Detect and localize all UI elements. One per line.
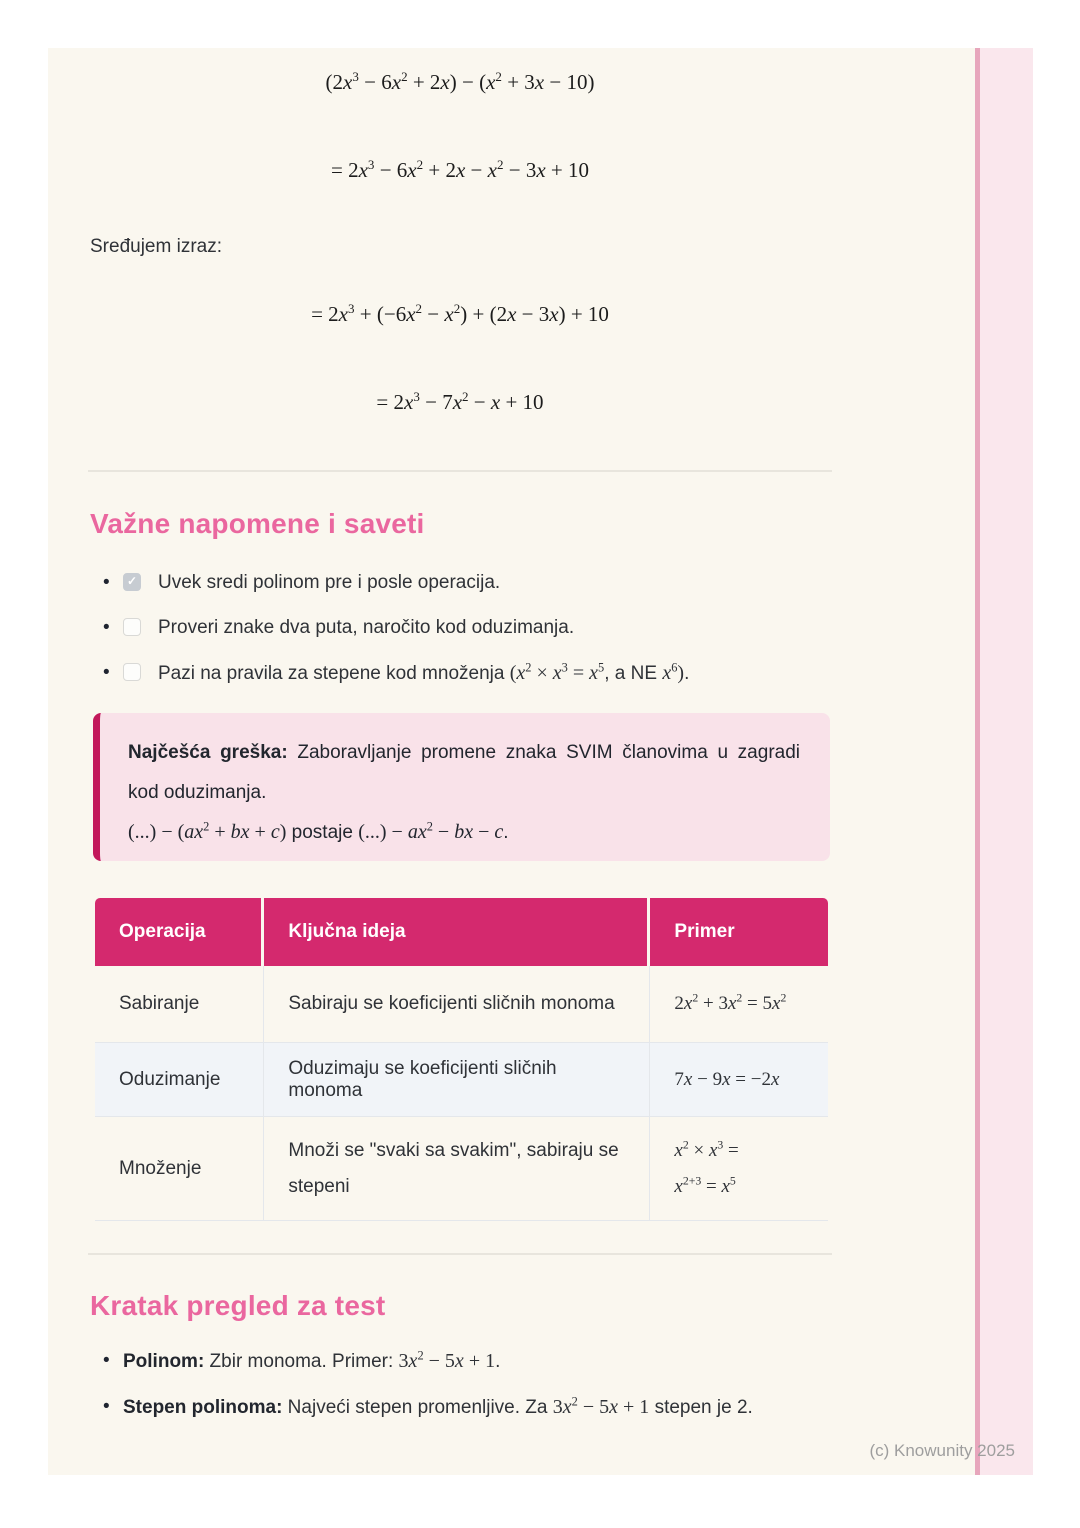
bullet-dot: • <box>103 617 110 638</box>
table-header-row <box>95 898 828 966</box>
simplify-label: Sređujem izraz: <box>90 236 222 257</box>
formula-line-4: = $2x^3 - 7x^2 - x + 10$ <box>376 389 544 414</box>
table-row <box>95 1043 828 1117</box>
section-divider <box>88 1253 832 1255</box>
formula-line-3: = $2x^3 + (-6x^2 - x^2) + (2x - 3x) + 10$ <box>311 301 609 326</box>
cell-example: $x^2 \times x^3$ = $x^{2+3} = x^5$ <box>650 1117 828 1221</box>
notes-checklist <box>90 570 830 706</box>
list-item <box>90 1394 880 1421</box>
checklist-item-label: Pazi na pravila za stepene kod množenja ($x^2 \times x^3 = x^5$, a NE $x^6$). <box>158 660 690 684</box>
cell-operation: Sabiranje <box>95 966 264 1043</box>
cell-example: $2x^2 + 3x^2 = 5x^2$ <box>650 966 828 1043</box>
bullet-dot: • <box>103 1350 110 1371</box>
callout-title: Najčešća greška: <box>128 742 288 763</box>
checklist-item <box>90 570 830 596</box>
page-edge-accent-bar <box>975 48 1033 1475</box>
formula-line-1: $(2x^3 - 6x^2 + 2x) - (x^2 + 3x - 10)$ <box>325 69 595 94</box>
review-list <box>90 1348 880 1440</box>
column-header-idea: Ključna ideja <box>264 898 650 966</box>
bullet-dot: • <box>103 572 110 593</box>
cell-idea: Oduzimaju se koeficijenti sličnih monoma <box>264 1043 650 1117</box>
list-item-text: Stepen polinoma: Najveći stepen promenljive. Za $3x^2 - 5x + 1$ stepen je 2. <box>123 1394 753 1418</box>
callout-body-text: Zaboravljanje promene znaka SVIM članovima u zagradi kod oduzimanja. <box>128 742 800 803</box>
common-mistake-callout <box>93 713 830 861</box>
checklist-item <box>90 660 830 687</box>
checklist-item-label: Proveri znake dva puta, naročito kod oduzimanja. <box>158 617 575 638</box>
review-section-title: Kratak pregled za test <box>90 1290 386 1321</box>
checklist-item-label: Uvek sredi polinom pre i posle operacija. <box>158 572 501 593</box>
cell-operation: Množenje <box>95 1117 264 1221</box>
callout-formula: (...) − ($ax^2$ + bx + c) postaje (...) − $ax^2$ − bx − c. <box>128 819 509 843</box>
bullet-dot: • <box>103 1396 110 1417</box>
checkbox-unchecked[interactable] <box>123 663 141 681</box>
cell-example: 7x − 9x = −2x <box>650 1043 828 1117</box>
table-row <box>95 966 828 1043</box>
list-item-text: Polinom: Zbir monoma. Primer: $3x^2 - 5x + 1$. <box>123 1348 501 1372</box>
cell-idea: Sabiraju se koeficijenti sličnih monoma <box>264 966 650 1043</box>
column-header-operation: Operacija <box>95 898 264 966</box>
checkbox-checked[interactable]: ✓ <box>123 573 141 591</box>
cell-operation: Oduzimanje <box>95 1043 264 1117</box>
cell-idea: Množi se "svaki sa svakim", sabiraju se stepeni <box>264 1117 650 1221</box>
callout-text <box>128 733 800 813</box>
list-item <box>90 1348 880 1375</box>
table-row <box>95 1117 828 1221</box>
formula-line-2: = $2x^3 - 6x^2 + 2x - x^2 - 3x + 10$ <box>331 157 589 182</box>
copyright-footer: (c) Knowunity 2025 <box>869 1441 1015 1460</box>
bullet-dot: • <box>103 662 110 683</box>
notes-section-title: Važne napomene i saveti <box>90 508 425 539</box>
operations-table <box>95 898 828 1221</box>
checklist-item <box>90 615 830 641</box>
column-header-example: Primer <box>650 898 828 966</box>
document-page <box>48 48 1033 1475</box>
section-divider <box>88 470 832 472</box>
checkbox-unchecked[interactable] <box>123 618 141 636</box>
